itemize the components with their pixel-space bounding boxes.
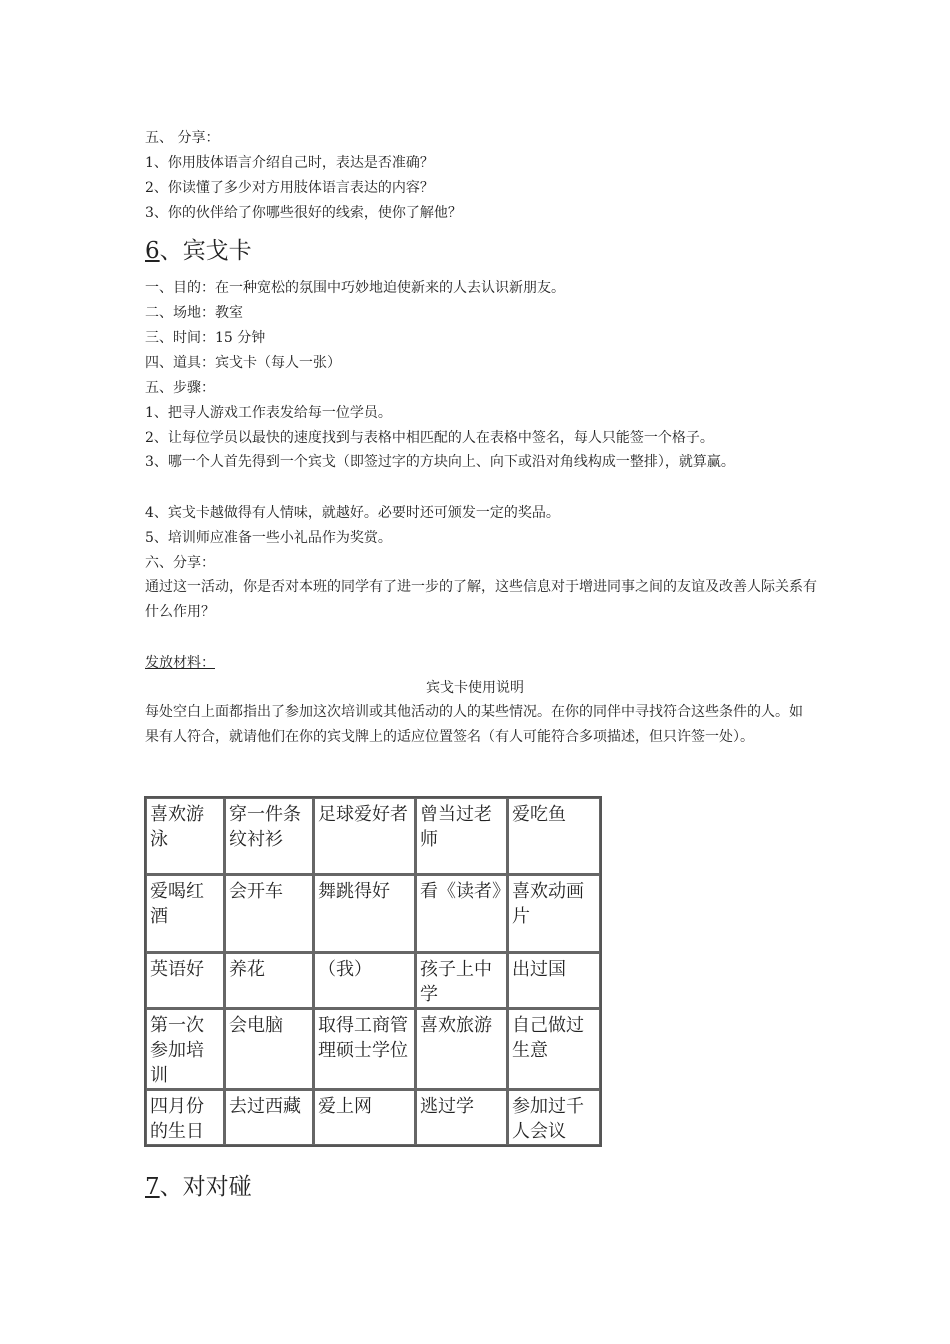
share-item-2: 2、你读懂了多少对方用肢体语言表达的内容？ — [145, 180, 434, 196]
bingo-cell: 参加过千人会议 — [508, 1090, 600, 1145]
game6-goal: 一、目的：在一种宽松的氛围中巧妙地迫使新来的人去认识新朋友。 — [145, 280, 565, 296]
bingo-cell: 曾当过老师 — [416, 798, 508, 875]
share-item-1: 1、你用肢体语言介绍自己时，表达是否准确？ — [145, 155, 434, 171]
bingo-row — [146, 1009, 600, 1090]
game6-time: 三、时间：15 分钟 — [145, 330, 266, 346]
game6-venue: 二、场地：教室 — [145, 305, 243, 321]
bingo-cell: 爱吃鱼 — [508, 798, 600, 875]
bingo-cell: 出过国 — [508, 953, 600, 1009]
bingo-cell: 自己做过生意 — [508, 1009, 600, 1090]
bingo-row — [146, 798, 600, 875]
game6-step-2: 2、让每位学员以最快的速度找到与表格中相匹配的人在表格中签名，每人只能签一个格子。 — [145, 430, 714, 446]
bingo-row — [146, 1090, 600, 1145]
bingo-cell: 去过西藏 — [225, 1090, 314, 1145]
bingo-cell: 四月份的生日 — [146, 1090, 225, 1145]
game6-heading — [145, 236, 252, 266]
game7-heading — [145, 1172, 252, 1202]
bingo-cell: 爱喝红酒 — [146, 875, 225, 953]
game7-title: 、对对碰 — [159, 1174, 252, 1200]
bingo-cell: 孩子上中学 — [416, 953, 508, 1009]
game6-step-1: 1、把寻人游戏工作表发给每一位学员。 — [145, 405, 392, 421]
bingo-cell: 会电脑 — [225, 1009, 314, 1090]
game6-step-3: 3、哪一个人首先得到一个宾戈（即签过字的方块向上、向下或沿对角线构成一整排），就算赢。 — [145, 454, 735, 470]
game6-step-4: 4、宾戈卡越做得有人情味，就越好。必要时还可颁发一定的奖品。 — [145, 505, 560, 521]
bingo-cell: 取得工商管理硕士学位 — [314, 1009, 416, 1090]
bingo-card-grid — [144, 796, 602, 1147]
bingo-row — [146, 953, 600, 1009]
handout-label: 发放材料： — [145, 655, 215, 671]
game6-step-5: 5、培训师应准备一些小礼品作为奖赏。 — [145, 530, 392, 546]
game6-share-text: 通过这一活动，你是否对本班的同学有了进一步的了解，这些信息对于增进同事之间的友谊及改善人际关系有什么作用？ — [145, 579, 817, 620]
bingo-cell: 穿一件条纹衬衫 — [225, 798, 314, 875]
bingo-cell: 喜欢旅游 — [416, 1009, 508, 1090]
game6-number: 6 — [145, 238, 160, 264]
bingo-cell: 第一次参加培训 — [146, 1009, 225, 1090]
game6-props: 四、道具：宾戈卡（每人一张） — [145, 355, 341, 371]
bingo-cell: 舞跳得好 — [314, 875, 416, 953]
game6-steps-title: 五、步骤： — [145, 380, 215, 396]
bingo-card-title: 宾戈卡使用说明 — [426, 680, 524, 696]
bingo-cell: 喜欢动画片 — [508, 875, 600, 953]
bingo-cell: 英语好 — [146, 953, 225, 1009]
bingo-row — [146, 875, 600, 953]
bingo-cell: 看《读者》 — [416, 875, 508, 953]
game7-number: 7 — [145, 1174, 160, 1200]
bingo-cell: 爱上网 — [314, 1090, 416, 1145]
bingo-cell: 养花 — [225, 953, 314, 1009]
bingo-card-instructions: 每处空白上面都指出了参加这次培训或其他活动的人的某些情况。在你的同伴中寻找符合这些条件的人。如果有人符合，就请他们在你的宾戈牌上的适应位置签名（有人可能符合多项描述，但只许签一处）。 — [145, 704, 803, 745]
bingo-cell: 逃过学 — [416, 1090, 508, 1145]
game6-share-title: 六、分享： — [145, 555, 215, 571]
bingo-cell: 喜欢游泳 — [146, 798, 225, 875]
share-item-3: 3、你的伙伴给了你哪些很好的线索，使你了解他？ — [145, 205, 462, 221]
bingo-cell: 会开车 — [225, 875, 314, 953]
bingo-cell: （我） — [314, 953, 416, 1009]
share-section-title: 五、 分享： — [145, 130, 220, 146]
bingo-cell: 足球爱好者 — [314, 798, 416, 875]
game6-title: 、宾戈卡 — [159, 238, 252, 264]
